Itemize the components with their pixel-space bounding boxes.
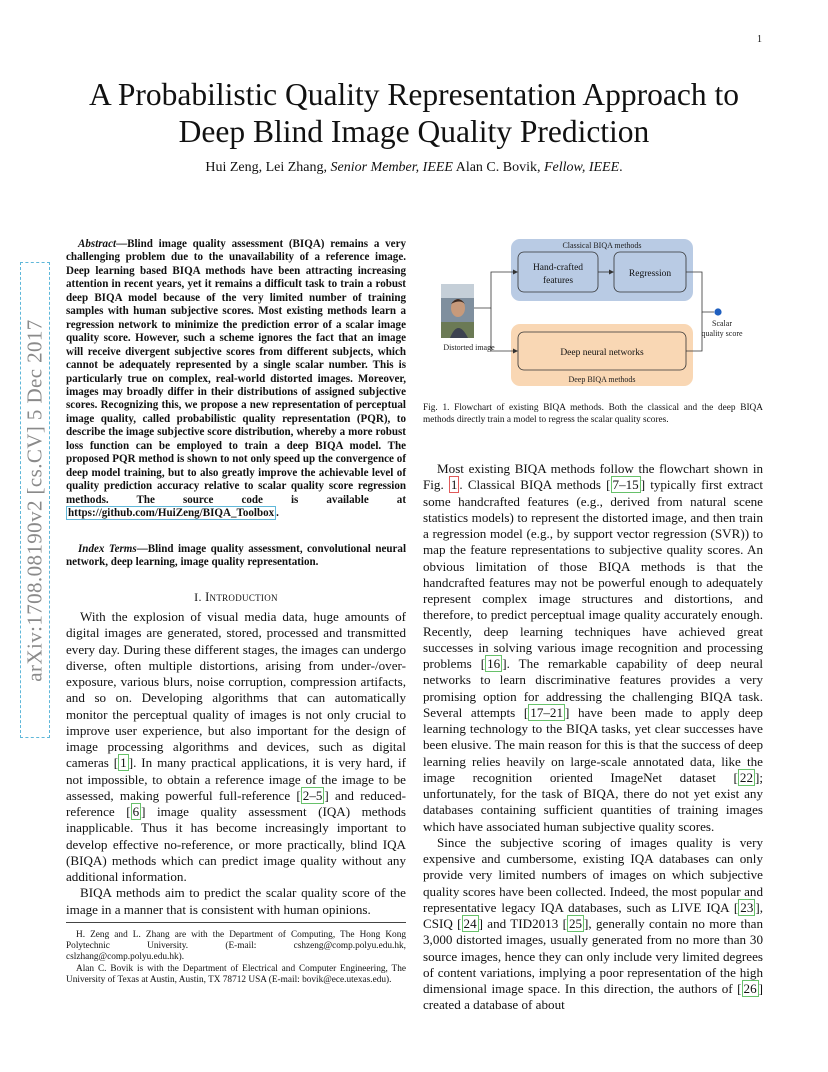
section-title: Introduction xyxy=(205,590,278,604)
author-names: Hui Zeng, Lei Zhang, xyxy=(205,160,328,175)
introduction-text xyxy=(66,609,406,918)
citation-link[interactable]: 7–15 xyxy=(612,477,639,493)
classical-methods-label: Classical BIQA methods xyxy=(562,241,642,250)
scalar-label-2: quality score xyxy=(701,329,743,338)
arxiv-stamp[interactable] xyxy=(20,262,50,738)
regression-label: Regression xyxy=(628,269,672,279)
abstract xyxy=(66,238,406,521)
title-line-2: Deep Blind Image Quality Prediction xyxy=(178,114,650,149)
citation-link[interactable]: 16 xyxy=(487,656,501,671)
distorted-image-label: Distorted image xyxy=(443,343,495,352)
footnote: Alan C. Bovik is with the Department of Electrical and Computer Engineering, The University of Texas at Austin, Austin, TX 78712 USA (E-mail: bovik@ece.utexas.edu). xyxy=(66,963,406,985)
abstract-end: . xyxy=(276,507,279,520)
abstract-text: —Blind image quality assessment (BIQA) remains a very challenging problem due to the unavailability of a reference image. Deep learning based BIQA methods have been attracting increasing attention in recent years, yet it remains a difficult task to train a robust deep BIQA model because of the very limited number of training samples with human subjective scores. Most existing methods learn a regression network to minimize the prediction error of a scalar image quality score. However, such a scheme ignores the fact that an image will receive divergent subjective scores from different subjects, which cannot be adequately represented by a single scalar number. This is particularly true on complex, real-world distorted images. Moreover, images may broadly differ in their distributions of assigned subjective scores. Recognizing this, we propose a new representation of perceptual image quality, called probabilistic quality representation (PQR), to describe the image subjective score distribution, whereby a more robust loss function can be employed to train a deep BIQA model. The proposed PQR method is shown to not only speed up the convergence of deep model training, but to also greatly improve the achievable level of quality prediction accuracy relative to scalar quality score regression methods. The source code is available at xyxy=(66,238,406,506)
scalar-label-1: Scalar xyxy=(712,319,732,328)
intro-paragraph xyxy=(66,609,406,885)
score-output-dot xyxy=(714,308,721,315)
citation-link[interactable]: 6 xyxy=(132,804,140,819)
section-heading xyxy=(66,590,406,605)
text-run: Since the subjective scoring of images quality is very expensive and cumbersome, existing IQA databases can only provide very limited numbers of images on which subjective quality scores have been collected. Indeed, the most popular and representative legacy IQA databases, such as LIVE IQA [ xyxy=(423,834,763,915)
page-number: 1 xyxy=(757,34,762,45)
source-code-link[interactable]: https://github.com/HuiZeng/BIQA_Toolbox xyxy=(68,507,275,520)
text-run: . Classical BIQA methods [ xyxy=(459,477,611,493)
footnotes xyxy=(66,922,406,986)
citation-link[interactable]: 24 xyxy=(463,916,477,931)
distorted-image-thumbnail xyxy=(441,284,474,338)
author-role: Senior Member, IEEE xyxy=(330,160,453,175)
text-run: ] and reduced-reference [ xyxy=(66,787,406,819)
author-role: Fellow, IEEE xyxy=(544,160,620,175)
footnote: H. Zeng and L. Zhang are with the Department of Computing, The Hong Kong Polytechnic University. (E-mail: cshzeng@comp.polyu.edu.hk, cslzhang@comp.polyu.edu.hk). xyxy=(66,930,406,963)
right-column-text xyxy=(423,461,763,1014)
text-run: ] have been made to apply deep learning technology to the BIQA tasks, yet clear successes have been elusive. The main reason for this is that the success of deep learning relies heavily on large-scale annotated data, like the image recognition oriented ImageNet dataset [ xyxy=(423,704,763,785)
arxiv-id: arXiv:1708.08190v2 [cs.CV] 5 Dec 2017 xyxy=(22,318,47,682)
text-run: ]. In many practical applications, it is very hard, if not impossible, to obtain a reference image of the image to be assessed, making powerful full-reference [ xyxy=(66,755,406,803)
index-terms xyxy=(66,543,406,570)
figure-link[interactable]: 1 xyxy=(450,477,458,493)
dnn-label: Deep neural networks xyxy=(560,348,644,358)
index-terms-label: Index Terms xyxy=(78,543,137,555)
citation-link[interactable]: 26 xyxy=(743,981,757,996)
text-run: ]. The remarkable capability of deep neural networks to learn discriminative features provides a very promising option for addressing the challenging BIQA task. Several attempts [ xyxy=(423,656,763,720)
text-run: Most existing BIQA methods follow the flowchart shown in Fig. xyxy=(423,461,763,493)
text-run: ], generally contain no more than 3,000 distorted images, usually generated from no more than 30 source images, hence they can only include very limited degrees of content variations, implying a poor representation of the high dimensional image space. In this direction, the authors of [ xyxy=(423,916,764,996)
citation-link[interactable]: 23 xyxy=(740,899,754,915)
handcrafted-label-1: Hand-crafted xyxy=(532,263,584,273)
intro-paragraph: BIQA methods aim to predict the scalar quality score of the image in a manner that is consistent with human opinions. xyxy=(66,885,406,917)
author-line xyxy=(40,160,788,176)
figure-caption: Fig. 1. Flowchart of existing BIQA methods. Both the classical and the deep BIQA methods directly train a model to regress the scalar quality scores. xyxy=(423,403,763,425)
figure-flowchart xyxy=(436,236,766,390)
text-run: ] typically first extract some handcrafted features (e.g., derived from natural scene statistics models) to represent the distorted image, and then train a regression model (e.g., by support vector regression (SVR)) to map the feature representations to subjective quality scores. An obvious limitation of those BIQA methods is that the handcrafted features may not be powerful enough to adequately represent complex image structures and distortions, and therefore, to predict perceptual image quality accurately enough. Recently, deep learning techniques have achieved great successes in solving various image recognition and processing problems [ xyxy=(423,477,763,671)
title-line-1: A Probabilistic Quality Representation Approach to xyxy=(88,77,739,112)
text-run: ] and TID2013 [ xyxy=(478,916,567,931)
citation-link[interactable]: 2–5 xyxy=(302,787,323,803)
text-run: ] created a database of about xyxy=(423,981,763,1013)
section-number: I. xyxy=(194,590,206,604)
text-run: ], CSIQ [ xyxy=(423,899,763,931)
index-terms-text: —Blind image quality assessment, convolutional neural network, deep learning, image quality representation. xyxy=(66,543,407,569)
handcrafted-label-2: features xyxy=(542,276,574,286)
arrow-image-to-features xyxy=(474,272,515,308)
author-names: Alan C. Bovik, xyxy=(455,160,541,175)
citation-link[interactable]: 17–21 xyxy=(530,704,563,720)
deep-methods-label: Deep BIQA methods xyxy=(568,375,636,384)
text-run: ] image quality assessment (IQA) methods inapplicable. Thus it has become increasingly important to develop effective no-reference, or more practically, blind IQA (BIQA) methods which can predict image quality without any additional information. xyxy=(66,804,406,884)
body-paragraph xyxy=(423,835,763,1014)
text-run: With the explosion of visual media data, huge amounts of digital images are generated, stored, processed and transmitted every day. During these different stages, the images can undergo diverse, often multiple distortions, arising from under-/over-exposure, various blurs, noise corruption, compression artifacts, and so on. Developing algorithms that can automatically monitor the perceptual quality of images is not only crucial to improve user experience, but also important for the design of image processing algorithms and devices, such as digital cameras [ xyxy=(66,609,406,771)
paper-title xyxy=(40,76,788,150)
abstract-label: Abstract xyxy=(78,238,117,250)
citation-link[interactable]: 22 xyxy=(739,769,753,785)
body-paragraph xyxy=(423,461,763,835)
citation-link[interactable]: 1 xyxy=(120,755,127,771)
text-run: ]; unfortunately, for the task of BIQA, there do not yet exist any databases containing sufficient quantities of training images which have associated human subjective quality scores. xyxy=(423,769,763,834)
author-end: . xyxy=(619,160,623,175)
citation-link[interactable]: 25 xyxy=(568,916,583,931)
